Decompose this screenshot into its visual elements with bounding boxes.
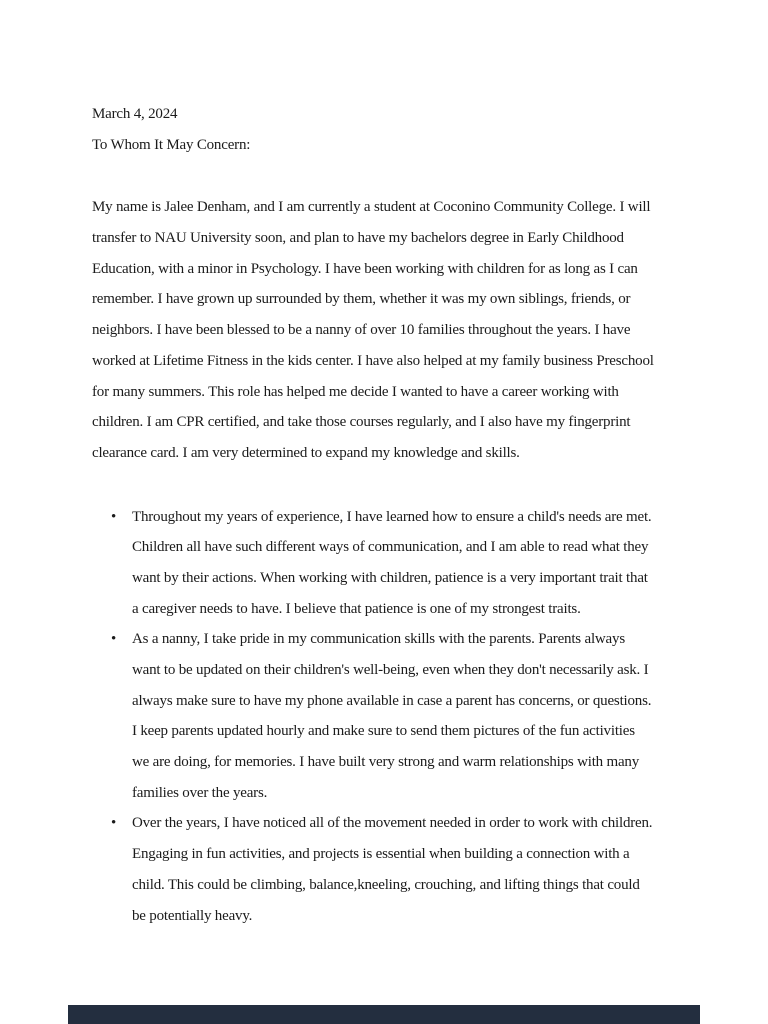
bullet-marker: • (111, 631, 117, 648)
bullet-marker: • (111, 815, 117, 832)
bullet-line: families over the years. (132, 784, 268, 801)
bullet-line: want by their actions. When working with children, patience is a very important trait that (132, 569, 648, 586)
paragraph-line: worked at Lifetime Fitness in the kids center. I have also helped at my family business Preschool (92, 352, 654, 369)
bullet-line: Over the years, I have noticed all of the movement needed in order to work with children. (132, 815, 653, 832)
bullet-line: Children all have such different ways of communication, and I am able to read what they (132, 539, 649, 556)
paragraph-line: neighbors. I have been blessed to be a nanny of over 10 families throughout the years. I have (92, 322, 631, 339)
paragraph-line: remember. I have grown up surrounded by them, whether it was my own siblings, friends, or (92, 291, 631, 308)
bullet-list (92, 502, 692, 932)
bullet-line: always make sure to have my phone available in case a parent has concerns, or questions. (132, 692, 652, 709)
bullet-line: we are doing, for memories. I have built very strong and warm relationships with many (132, 754, 640, 771)
bullet-line: As a nanny, I take pride in my communication skills with the parents. Parents always (132, 631, 625, 648)
bullet-line: I keep parents updated hourly and make sure to send them pictures of the fun activities (132, 723, 635, 740)
bullet-item (92, 808, 692, 931)
bullet-item (92, 502, 692, 625)
paragraph-line: children. I am CPR certified, and take those courses regularly, and I also have my fingerprint (92, 414, 631, 431)
paragraph-line: My name is Jalee Denham, and I am currently a student at Coconino Community College. I will (92, 199, 651, 216)
bullet-item (92, 624, 692, 808)
letter-body (92, 99, 692, 931)
bullet-line: a caregiver needs to have. I believe that patience is one of my strongest traits. (132, 600, 581, 617)
bullet-line: child. This could be climbing, balance,kneeling, crouching, and lifting things that could (132, 876, 640, 893)
letter-date: March 4, 2024 (92, 106, 178, 122)
bullet-line: Engaging in fun activities, and projects is essential when building a connection with a (132, 846, 630, 863)
intro-paragraph (92, 192, 692, 468)
paragraph-line: for many summers. This role has helped me decide I wanted to have a career working with (92, 383, 619, 400)
paragraph-line: transfer to NAU University soon, and plan to have my bachelors degree in Early Childhood (92, 230, 624, 247)
paragraph-line: clearance card. I am very determined to expand my knowledge and skills. (92, 444, 520, 461)
bullet-line: be potentially heavy. (132, 907, 253, 924)
bullet-line: want to be updated on their children's well-being, even when they don't necessarily ask. I (132, 662, 649, 678)
paragraph-line: Education, with a minor in Psychology. I have been working with children for as long as I can (92, 260, 638, 277)
bullet-marker: • (111, 508, 117, 525)
letter-salutation: To Whom It May Concern: (92, 136, 251, 153)
bullet-line: Throughout my years of experience, I have learned how to ensure a child's needs are met. (132, 508, 652, 525)
next-element-partial-bar (68, 1005, 700, 1024)
